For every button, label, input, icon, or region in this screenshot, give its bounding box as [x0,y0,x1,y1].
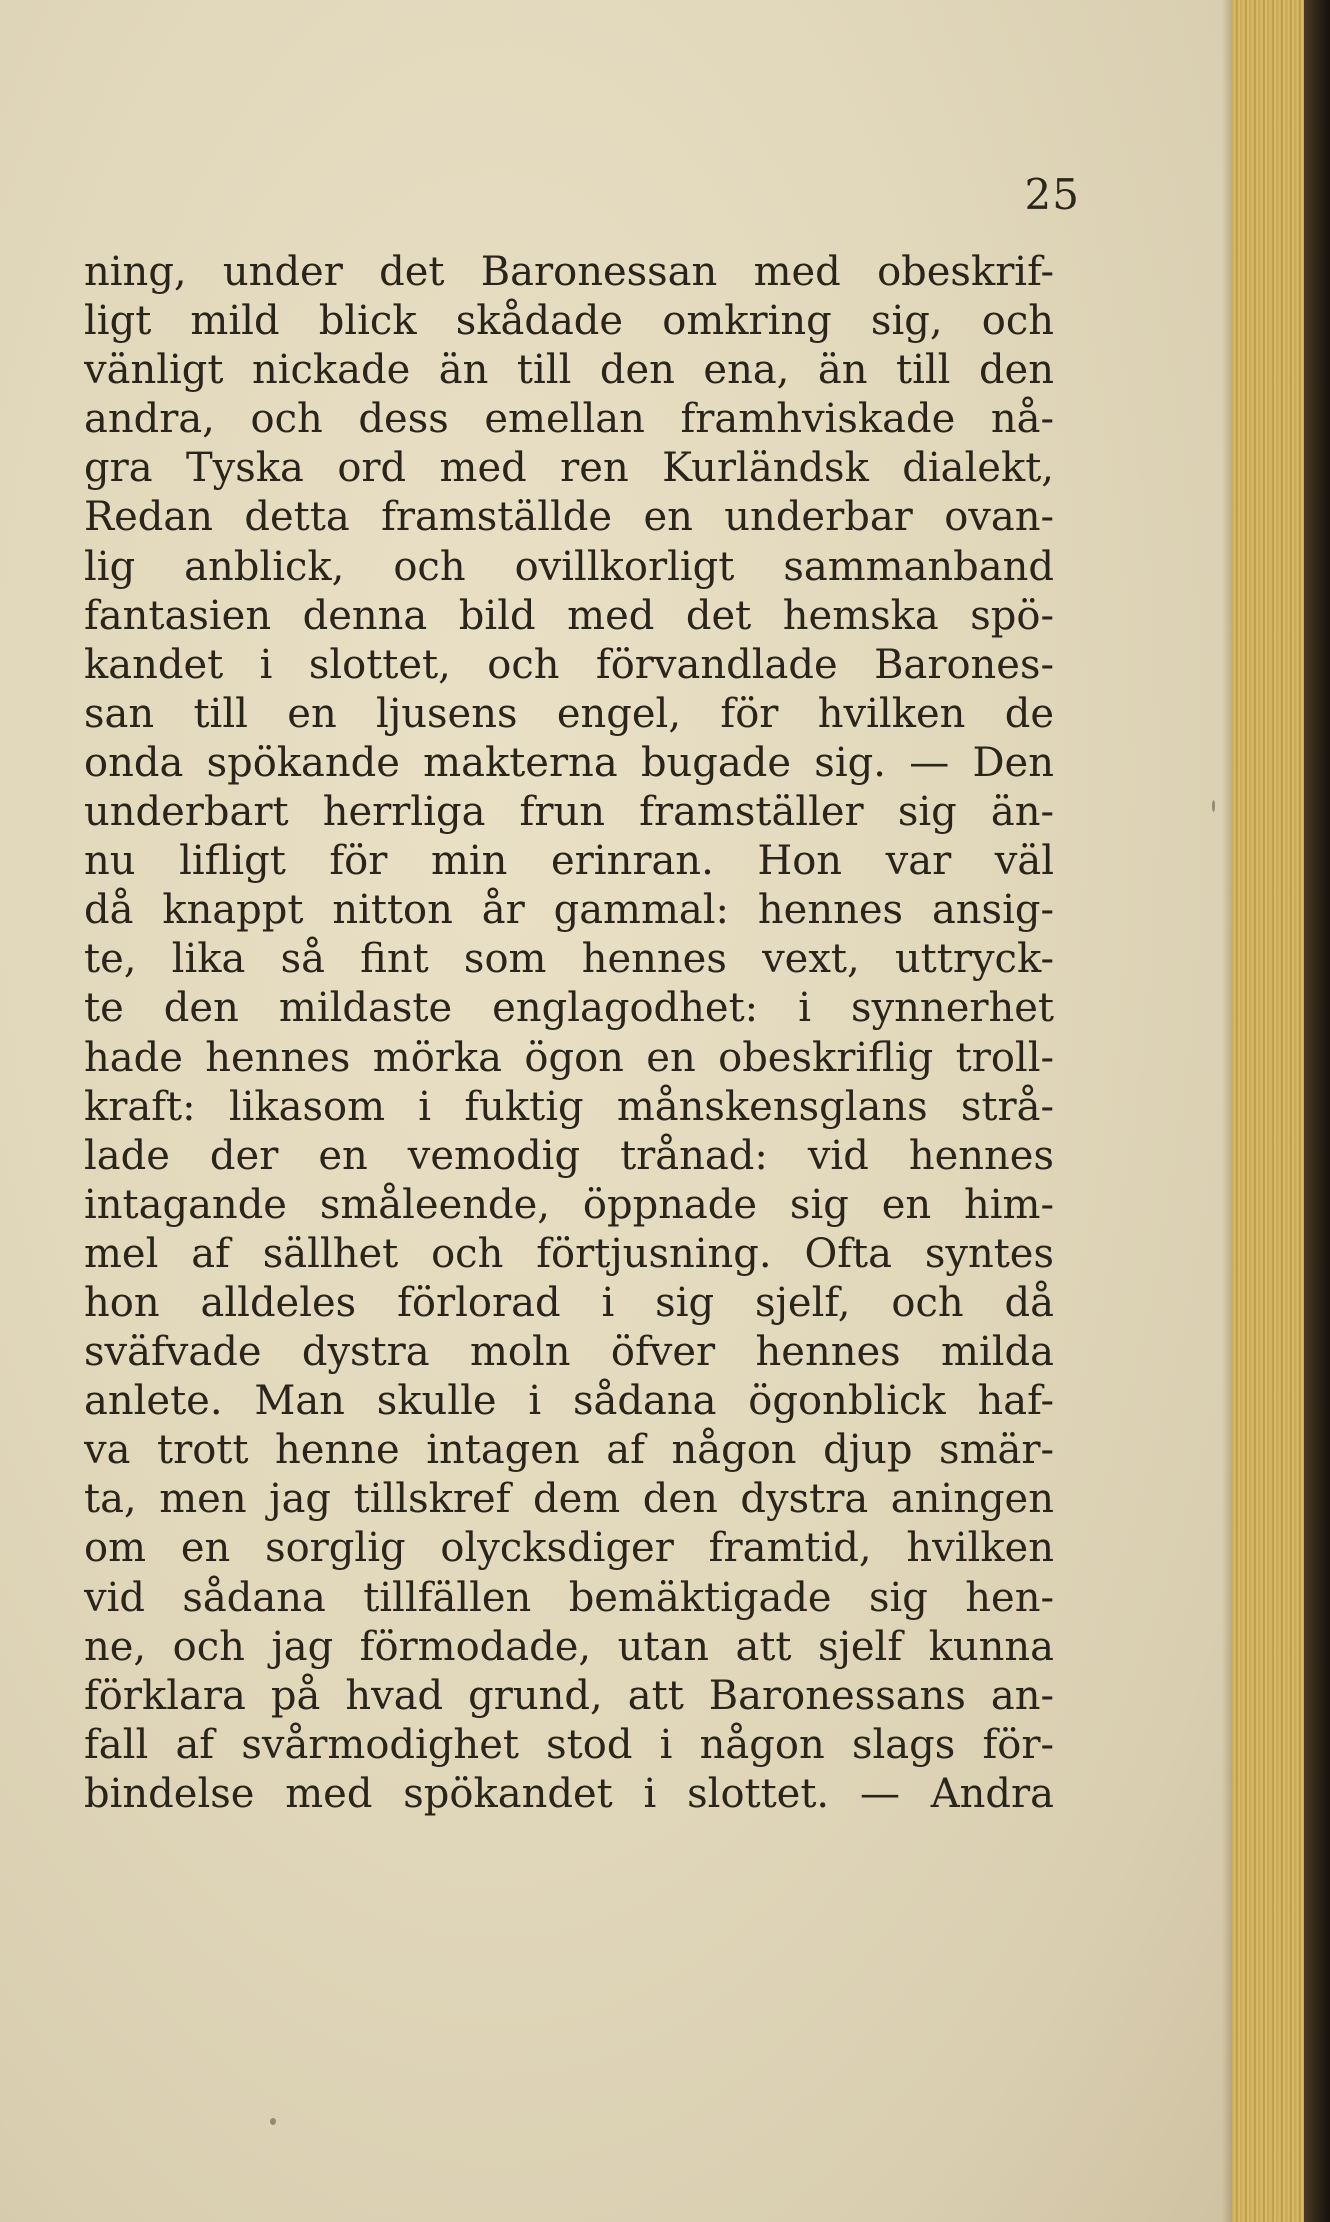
text-line: kandet i slottet, och förvandlade Barones- [84,641,1054,688]
text-line: onda spökande makterna bugade sig. — Den [84,739,1054,786]
text-line: te den mildaste englagodhet: i synnerhet [84,985,1054,1032]
text-line: te, lika så fint som hennes vext, uttryck- [84,936,1054,983]
text-line: gra Tyska ord med ren Kurländsk dialekt, [84,445,1054,492]
text-line: ne, och jag förmodade, utan att sjelf kunna [84,1623,1054,1670]
text-line: förklara på hvad grund, att Baronessans an- [84,1672,1054,1719]
text-line: kraft: likasom i fuktig månskensglans strå- [84,1083,1054,1130]
book-binding [1304,0,1330,2222]
text-line: ligt mild blick skådade omkring sig, och [84,298,1054,345]
text-line: då knappt nitton år gammal: hennes ansig- [84,887,1054,934]
text-line: fall af svårmodighet stod i någon slags för- [84,1721,1054,1768]
text-line: Redan detta framställde en underbar ovan- [84,494,1054,541]
text-line: va trott henne intagen af någon djup smär- [84,1427,1054,1474]
text-line: sväfvade dystra moln öfver hennes milda [84,1329,1054,1376]
text-line: underbart herrliga frun framställer sig än- [84,789,1054,836]
text-line: intagande småleende, öppnade sig en him- [84,1181,1054,1228]
text-line: mel af sällhet och förtjusning. Ofta syntes [84,1230,1054,1277]
gilded-page-edge [1232,0,1304,2222]
text-line: lig anblick, och ovillkorligt sammanband [84,543,1054,590]
text-line: fantasien denna bild med det hemska spö- [84,592,1054,639]
text-line: ning, under det Baronessan med obeskrif- [84,249,1054,295]
text-line: ta, men jag tillskref dem den dystra aningen [84,1476,1054,1523]
ink-speck [1212,800,1215,812]
text-line: nu lifligt för min erinran. Hon var väl [84,838,1054,885]
ink-speck [270,2118,276,2125]
text-line: om en sorglig olycksdiger framtid, hvilken [84,1525,1054,1572]
text-line: vänligt nickade än till den ena, än till den [84,347,1054,394]
text-line: lade der en vemodig trånad: vid hennes [84,1132,1054,1179]
page-number: 25 [1024,170,1080,219]
text-line: vid sådana tillfällen bemäktigade sig hen- [84,1574,1054,1621]
text-line: andra, och dess emellan framhviskade nå- [84,396,1054,443]
text-line: hon alldeles förlorad i sig sjelf, och då [84,1279,1054,1326]
body-text [84,248,1054,1819]
text-line: san till en ljusens engel, för hvilken de [84,690,1054,737]
text-line: bindelse med spökandet i slottet. — Andra [84,1770,1054,1817]
text-line: hade hennes mörka ögon en obeskriflig troll- [84,1034,1054,1081]
text-line: anlete. Man skulle i sådana ögonblick haf- [84,1378,1054,1425]
